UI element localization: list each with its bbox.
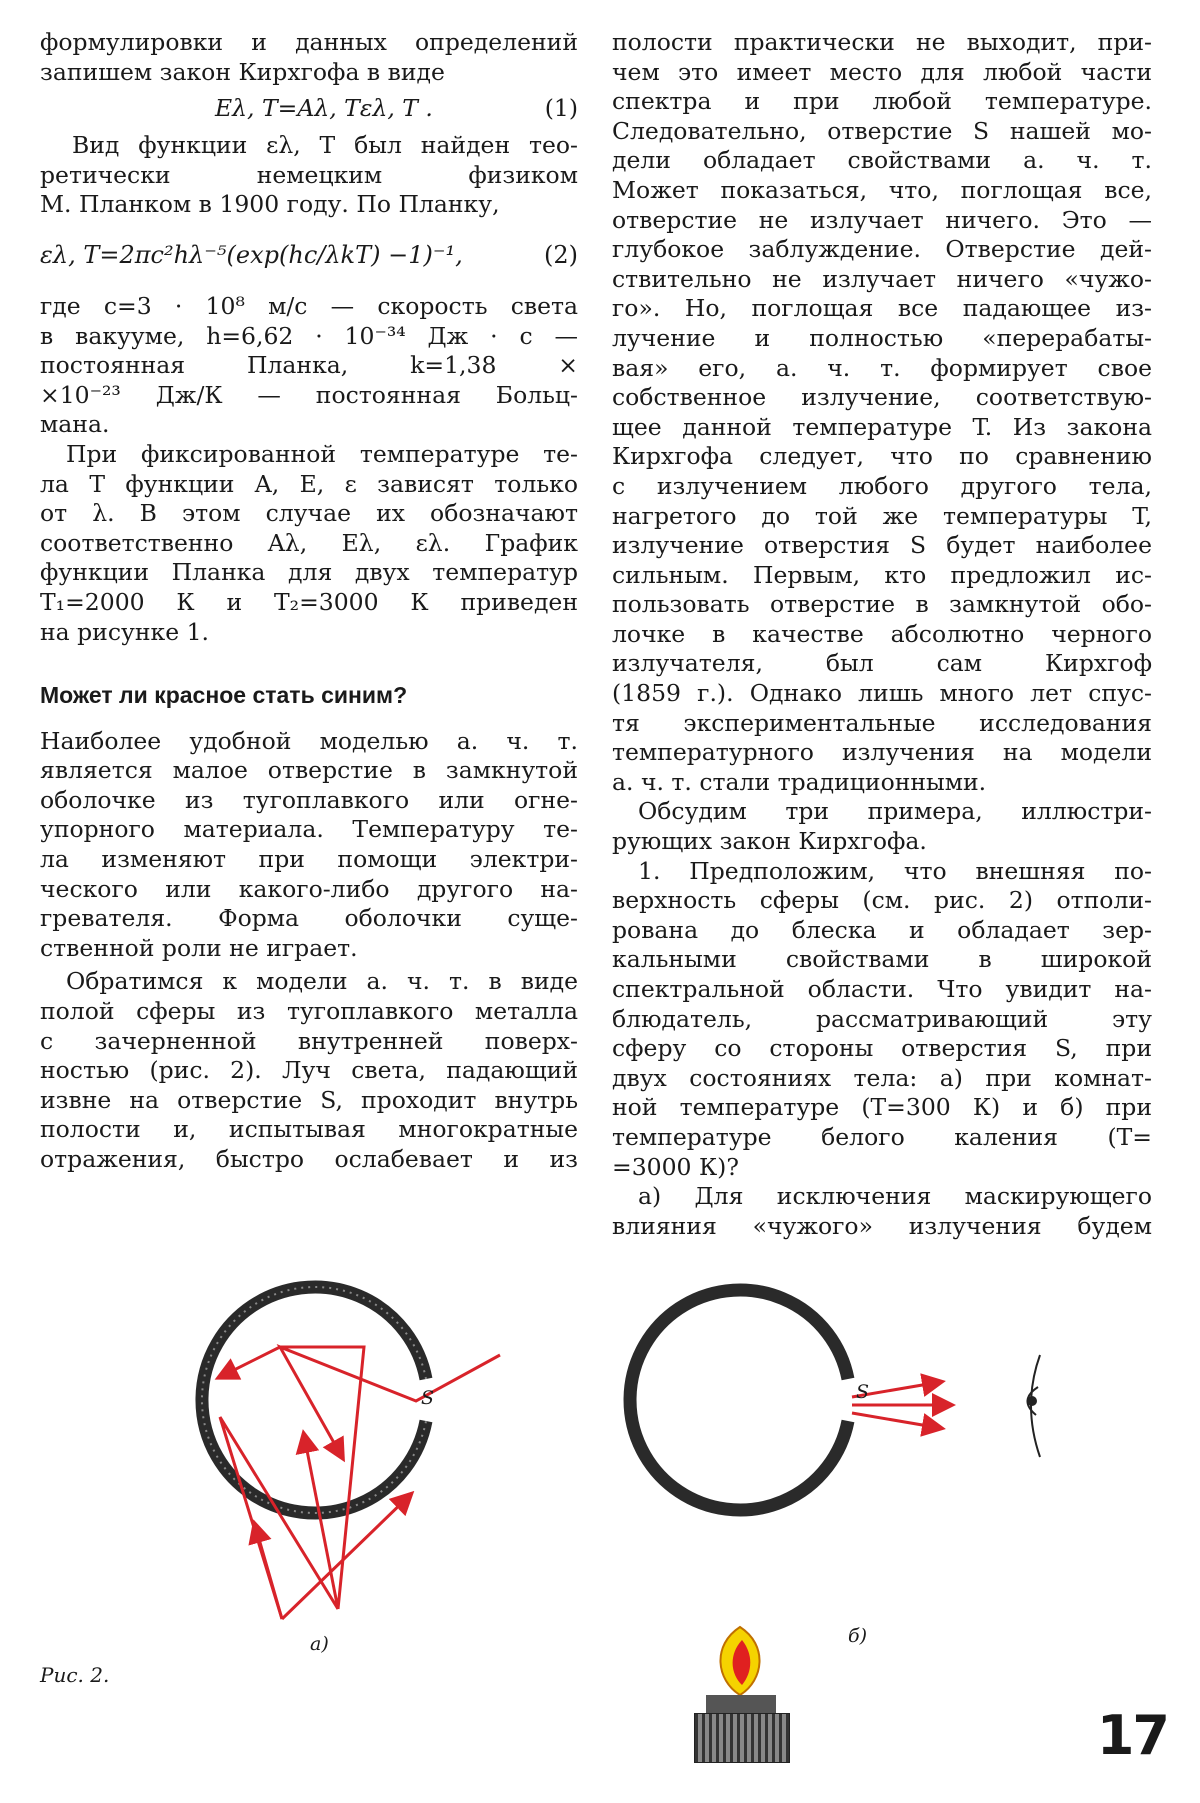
sphere-b <box>630 1290 1040 1695</box>
text-line: где c=3 · 10⁸ м/с — скорость света <box>40 291 578 320</box>
text-line: рующих закон Кирхгофа. <box>612 827 927 856</box>
text-line: кальными свойствами в широкой <box>612 945 1152 974</box>
burner-base <box>694 1713 790 1763</box>
text-line: ностью (рис. 2). Луч света, падающий <box>40 1056 578 1085</box>
text-line: сферу со стороны отверстия S, при <box>612 1034 1152 1063</box>
text-line: щее данной температуре T. Из закона <box>612 412 1152 441</box>
text-line: температуре белого каления (T= <box>612 1122 1152 1151</box>
text-line: двух состояниях тела: а) при комнат- <box>612 1063 1152 1092</box>
hole-label-a: S <box>421 1387 435 1409</box>
section-heading: Может ли красное стать синим? <box>40 682 408 709</box>
equation-1 <box>40 87 578 131</box>
text-line: вая» его, а. ч. т. формирует свое <box>612 353 1152 382</box>
text-line: Кирхгофа следует, что по сравнению <box>612 442 1152 471</box>
text-line: излучение отверстия S будет наиболее <box>612 531 1152 560</box>
text-line: ной температуре (T=300 К) и б) при <box>612 1093 1152 1122</box>
text-line: Вид функции ελ, T был найден тео- <box>72 131 578 160</box>
text-line: полости практически не выходит, при- <box>612 28 1152 56</box>
text-line: Обратимся к модели а. ч. т. в виде <box>66 967 578 996</box>
paragraph-sphere <box>40 967 578 1174</box>
equation-2 <box>40 220 578 292</box>
text-line: ла T функции A, E, ε зависят только <box>40 469 578 498</box>
text-line: тя экспериментальные исследования <box>612 708 1152 737</box>
text-line: го». Но, поглощая все падающее из- <box>612 294 1152 323</box>
text-line: полости и, испытывая многократные <box>40 1115 578 1144</box>
text-line: нагретого до той же температуры T, <box>612 501 1152 530</box>
eye-icon <box>1027 1355 1040 1457</box>
text-line: При фиксированной температуре те- <box>66 439 578 468</box>
text-line: дели обладает свойствами а. ч. т. <box>612 146 1152 175</box>
text-line: спектральной области. Что увидит на- <box>612 975 1152 1003</box>
text-line: оболочке из тугоплавкого или огне- <box>40 785 578 814</box>
text-line: Наиболее удобной моделью а. ч. т. <box>40 726 578 755</box>
text-line: Следовательно, отверстие S нашей мо- <box>612 116 1152 145</box>
figure-2 <box>0 1275 1200 1695</box>
text-line: сильным. Первым, кто предложил ис- <box>612 560 1152 589</box>
text-line: М. Планком в 1900 году. По Планку, <box>40 190 500 219</box>
text-line: T₁=2000 К и T₂=3000 К приведен <box>40 587 578 616</box>
sphere-a-rays <box>220 1347 500 1619</box>
text-line: лучение и полностью «перерабаты- <box>612 323 1152 352</box>
paragraph-fixed-temperature <box>40 440 578 647</box>
text-line: функции Планка для двух температур <box>40 558 578 587</box>
text-line: ла изменяют при помощи электри- <box>40 845 578 874</box>
right-column <box>612 28 1152 1241</box>
text-line: извне на отверстие S, проходит внутрь <box>40 1085 578 1114</box>
text-line: гревателя. Форма оболочки суще- <box>40 904 578 933</box>
text-line: в вакууме, h=6,62 · 10⁻³⁴ Дж · с — <box>40 321 578 350</box>
left-column <box>40 28 578 1175</box>
hole-label-b: S <box>856 1381 870 1403</box>
text-line: а. ч. т. стали традиционными. <box>612 767 987 796</box>
text-line: =3000 К)? <box>612 1152 739 1181</box>
figure-2-drawing <box>0 1275 1200 1695</box>
text-line: блюдатель, рассматривающий эту <box>612 1004 1152 1033</box>
text-line: на рисунке 1. <box>40 617 209 646</box>
text-line: постоянная Планка, k=1,38 × <box>40 351 578 380</box>
equation-1-formula: Eλ, T=Aλ, Tελ, T . <box>215 94 433 123</box>
text-line: ствительно не излучает ничего «чужо- <box>612 264 1152 293</box>
sphere-b-shell <box>630 1290 848 1510</box>
text-line: является малое отверстие в замкнутой <box>40 756 578 785</box>
text-line: чем это имеет место для любой части <box>612 57 1152 86</box>
equation-2-formula: ελ, T=2πc²hλ⁻⁵(exp(hc/λkT) −1)⁻¹, <box>40 241 463 270</box>
text-line: запишем закон Кирхгофа в виде <box>40 57 445 86</box>
text-line: Может показаться, что, поглощая все, <box>612 175 1152 204</box>
page-number: 17 <box>1096 1704 1168 1767</box>
figure-label-a: а) <box>310 1633 329 1655</box>
text-line: пользовать отверстие в замкнутой обо- <box>612 590 1152 619</box>
text-line: а) Для исключения маскирующего <box>638 1182 1152 1211</box>
sphere-a <box>202 1287 500 1619</box>
figure-label-b: б) <box>848 1625 868 1647</box>
text-line: собственное излучение, соответствую- <box>612 383 1152 412</box>
text-line: мана. <box>40 410 110 439</box>
paragraph-continuation <box>612 28 1152 797</box>
text-line: влияния «чужого» излучения будем <box>612 1211 1152 1240</box>
text-line: верхность сферы (см. рис. 2) отполи- <box>612 886 1152 915</box>
text-line: с излучением любого другого тела, <box>612 471 1152 500</box>
text-line: соответственно Aλ, Eλ, ελ. График <box>40 528 578 557</box>
equation-1-number: (1) <box>544 94 578 123</box>
paragraph-example-1 <box>612 857 1152 1183</box>
text-line: излучателя, был сам Кирхгоф <box>612 649 1152 678</box>
paragraph-model <box>40 727 578 964</box>
text-line: (1859 г.). Однако лишь много лет спус- <box>612 679 1152 708</box>
text-line: температурного излучения на модели <box>612 738 1152 767</box>
text-line: от λ. В этом случае их обозначают <box>40 499 578 528</box>
text-line: ческого или какого-либо другого на- <box>40 874 578 903</box>
text-line: глубокое заблуждение. Отверстие дей- <box>612 235 1152 264</box>
text-line: Обсудим три примера, иллюстри- <box>638 797 1152 826</box>
equation-2-number: (2) <box>544 241 578 270</box>
text-line: лочке в качестве абсолютно черного <box>612 619 1152 648</box>
text-line: спектра и при любой температуре. <box>612 87 1152 116</box>
text-line: отражения, быстро ослабевает и из <box>40 1145 578 1173</box>
text-line: с зачерненной внутренней поверх- <box>40 1026 578 1055</box>
text-line: ретически немецким физиком <box>40 160 578 189</box>
paragraph-three-examples <box>612 797 1152 856</box>
figure-caption: Рис. 2. <box>40 1663 110 1687</box>
text-line: ственной роли не играет. <box>40 933 358 962</box>
left-intro-paragraph <box>40 28 578 87</box>
text-line: 1. Предположим, что внешняя по- <box>638 856 1152 885</box>
paragraph-planck-intro <box>40 131 578 220</box>
paragraph-constants <box>40 292 578 440</box>
burner-flame <box>720 1627 759 1695</box>
paragraph-example-1a <box>612 1182 1152 1241</box>
text-line: упорного материала. Температуру те- <box>40 815 578 844</box>
text-line: отверстие не излучает ничего. Это — <box>612 205 1152 234</box>
text-line: рована до блеска и обладает зер- <box>612 915 1152 944</box>
text-line: полой сферы из тугоплавкого металла <box>40 997 578 1026</box>
text-line: формулировки и данных определений <box>40 28 578 56</box>
text-line: ×10⁻²³ Дж/К — постоянная Больц- <box>40 380 578 409</box>
